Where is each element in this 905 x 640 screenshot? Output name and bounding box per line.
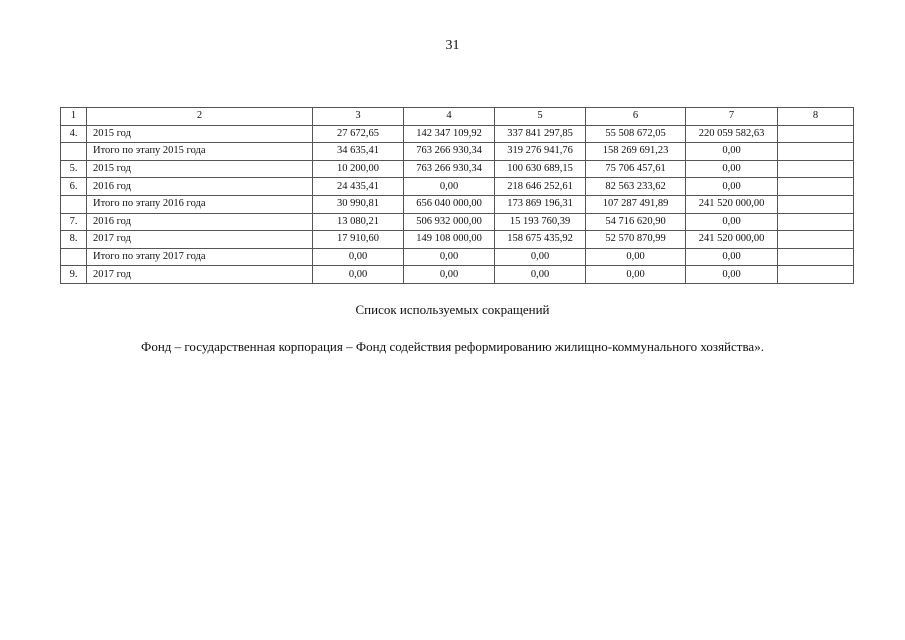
table-cell: 8. [61,231,87,249]
table-cell: 27 672,65 [313,125,404,143]
table-cell [778,178,854,196]
table-cell: 2015 год [87,125,313,143]
table-cell [778,160,854,178]
table-cell: 54 716 620,90 [586,213,686,231]
table-cell: 3 [313,108,404,126]
table-cell: 1 [61,108,87,126]
table-cell [778,143,854,161]
table-cell [778,248,854,266]
table-cell: 7 [686,108,778,126]
table-cell: 0,00 [495,248,586,266]
table-cell [778,213,854,231]
page-number: 31 [445,38,460,53]
table-cell: 158 675 435,92 [495,231,586,249]
table-cell: 0,00 [686,178,778,196]
table-cell: 4 [404,108,495,126]
table-cell: 218 646 252,61 [495,178,586,196]
table-cell: 763 266 930,34 [404,160,495,178]
table-row [61,266,854,284]
table-row [61,125,854,143]
table-cell: 2 [87,108,313,126]
table-cell: 82 563 233,62 [586,178,686,196]
table-cell: 0,00 [686,266,778,284]
table-cell: 0,00 [404,178,495,196]
table-cell: 149 108 000,00 [404,231,495,249]
table-cell: 6. [61,178,87,196]
table-cell: 6 [586,108,686,126]
table-cell: 8 [778,108,854,126]
table-cell: 107 287 491,89 [586,195,686,213]
table-cell: 10 200,00 [313,160,404,178]
table-cell: 4. [61,125,87,143]
table-cell: 52 570 870,99 [586,231,686,249]
table-header-row [61,108,854,126]
table-cell: 0,00 [313,266,404,284]
table-cell: 17 910,60 [313,231,404,249]
table-row [61,231,854,249]
table-cell: 13 080,21 [313,213,404,231]
table-cell: 55 508 672,05 [586,125,686,143]
table-cell: 0,00 [586,248,686,266]
table-cell: 0,00 [404,266,495,284]
table-cell [778,266,854,284]
table-cell: 7. [61,213,87,231]
table-cell: 30 990,81 [313,195,404,213]
abbreviation-text: Фонд – государственная корпорация – Фонд содействия реформированию жилищно-коммунального хозяйства». [141,339,764,354]
table-cell: 656 040 000,00 [404,195,495,213]
table-cell: 506 932 000,00 [404,213,495,231]
table-cell: 158 269 691,23 [586,143,686,161]
table-cell: 9. [61,266,87,284]
table-cell: 337 841 297,85 [495,125,586,143]
table-cell: 2015 год [87,160,313,178]
table-cell [61,143,87,161]
table-row [61,160,854,178]
table-cell: 75 706 457,61 [586,160,686,178]
table-cell: 0,00 [686,143,778,161]
table-cell: 142 347 109,92 [404,125,495,143]
table-row [61,213,854,231]
table-cell: 241 520 000,00 [686,195,778,213]
table-cell: 2016 год [87,213,313,231]
table-cell: 2016 год [87,178,313,196]
table-cell: Итого по этапу 2015 года [87,143,313,161]
table-cell: 5. [61,160,87,178]
table-cell: Итого по этапу 2016 года [87,195,313,213]
table-cell [61,248,87,266]
table-cell: 15 193 760,39 [495,213,586,231]
data-table [60,107,854,284]
table-cell: 24 435,41 [313,178,404,196]
abbreviations-title: Список используемых сокращений [355,302,550,317]
table-cell: 0,00 [404,248,495,266]
table-cell: 763 266 930,34 [404,143,495,161]
table-row [61,195,854,213]
table-cell [61,195,87,213]
table-cell: 0,00 [686,213,778,231]
table-cell [778,231,854,249]
table-cell: 319 276 941,76 [495,143,586,161]
table-cell [778,195,854,213]
table-cell: 0,00 [313,248,404,266]
table-row [61,143,854,161]
table-cell: 5 [495,108,586,126]
table-cell: 173 869 196,31 [495,195,586,213]
table-cell [778,125,854,143]
table-cell: 0,00 [686,160,778,178]
table-cell: 0,00 [495,266,586,284]
table-cell: Итого по этапу 2017 года [87,248,313,266]
table-cell: 241 520 000,00 [686,231,778,249]
table-row [61,248,854,266]
table-cell: 2017 год [87,266,313,284]
table-cell: 34 635,41 [313,143,404,161]
table-cell: 220 059 582,63 [686,125,778,143]
table-cell: 100 630 689,15 [495,160,586,178]
table-cell: 0,00 [586,266,686,284]
table-cell: 0,00 [686,248,778,266]
table-cell: 2017 год [87,231,313,249]
table-row [61,178,854,196]
